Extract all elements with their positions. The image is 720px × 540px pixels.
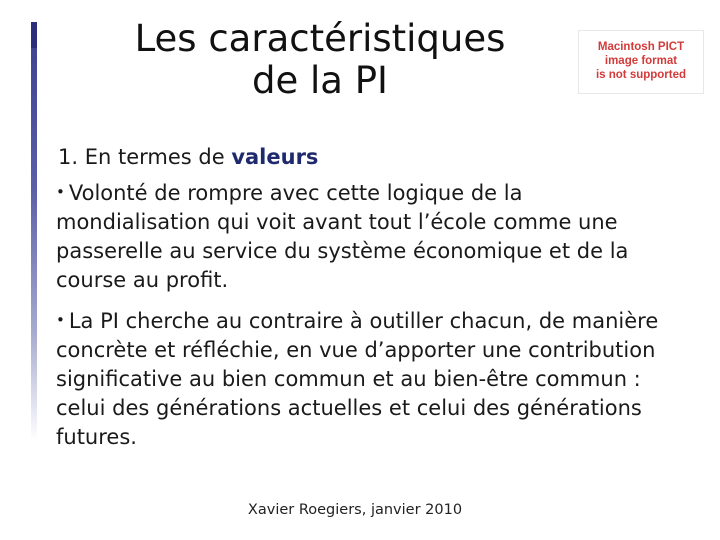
placeholder-line-3: is not supported — [595, 69, 687, 81]
bullet-item-2 — [56, 306, 668, 452]
left-accent-bar — [31, 22, 37, 440]
section-heading — [58, 143, 318, 171]
slide-footer: Xavier Roegiers, janvier 2010 — [247, 502, 463, 518]
slide-title — [70, 18, 570, 102]
left-accent-bar-top — [31, 22, 37, 48]
placeholder-line-1: Macintosh PICT — [597, 41, 685, 53]
unsupported-image-placeholder — [578, 30, 704, 94]
bullet-icon: • — [56, 183, 65, 201]
bullet-icon: • — [56, 311, 65, 329]
placeholder-line-2: image format — [604, 55, 678, 67]
section-heading-prefix: 1. En termes de — [58, 145, 232, 169]
bullet-item-1 — [56, 178, 668, 295]
bullet-text-1: Volonté de rompre avec cette logique de la mondialisation qui voit avant tout l’école comme une passerelle au service du système économique et de la course au profit. — [56, 181, 629, 292]
slide-title-line-1: Les caractéristiques — [134, 17, 506, 60]
slide-title-line-2: de la PI — [252, 59, 388, 102]
bullet-text-2: La PI cherche au contraire à outiller chacun, de manière concrète et réfléchie, en vue d’apporter une contribution significative au bien commun et au bien-être commun : celui des générations actuelles et celui des générations futures. — [56, 309, 659, 449]
section-heading-emphasis: valeurs — [231, 145, 319, 169]
